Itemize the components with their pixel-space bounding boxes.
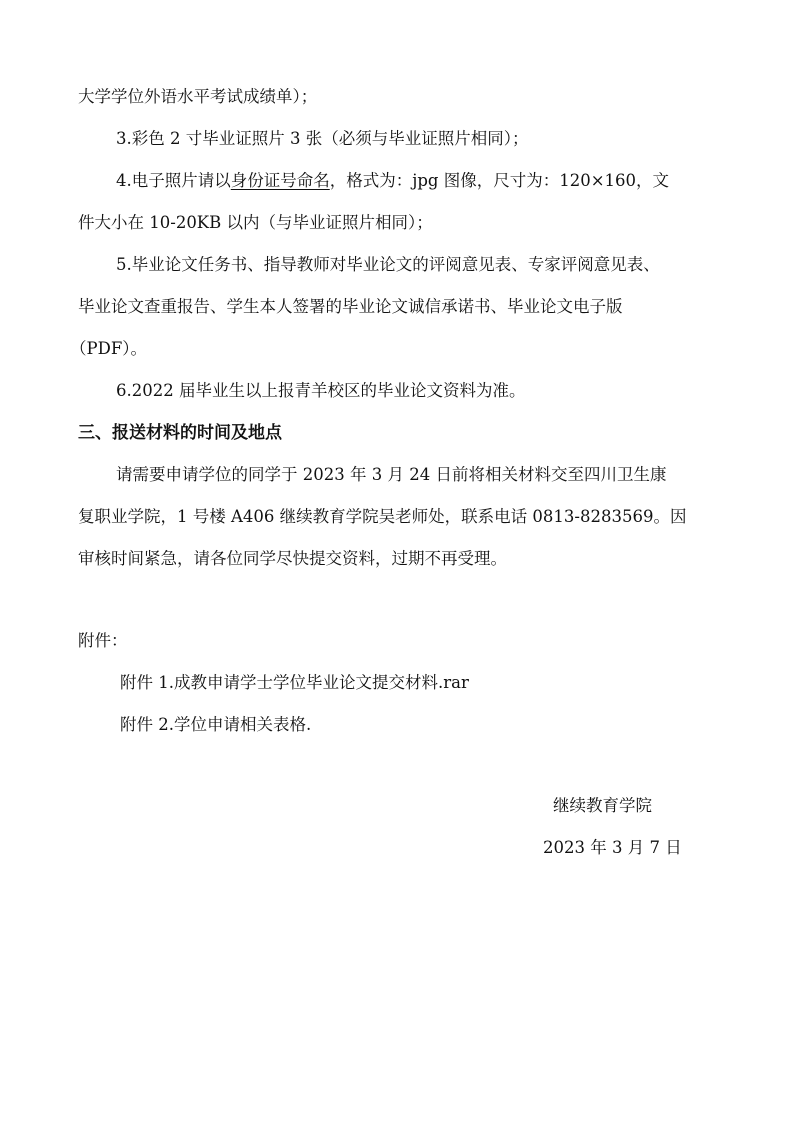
paragraph-line: 请需要申请学位的同学于 2023 年 3 月 24 日前将相关材料交至四川卫生康 bbox=[116, 465, 667, 484]
attachment-2: 附件 2.学位申请相关表格. bbox=[120, 715, 312, 734]
signature-date: 2023 年 3 月 7 日 bbox=[543, 838, 682, 857]
list-item-3: 3.彩色 2 寸毕业证照片 3 张（必须与毕业证照片相同）； bbox=[116, 129, 529, 148]
list-item-5-continuation-2: （PDF）。 bbox=[70, 339, 148, 358]
paragraph-line: 审核时间紧急，请各位同学尽快提交资料，过期不再受理。 bbox=[78, 549, 507, 568]
attachments-label: 附件： bbox=[78, 631, 128, 650]
signature-organization: 继续教育学院 bbox=[553, 796, 652, 815]
list-item-5-continuation: 毕业论文查重报告、学生本人签署的毕业论文诚信承诺书、毕业论文电子版 bbox=[78, 297, 623, 316]
list-item-4-underlined: 身份证号命名 bbox=[230, 171, 330, 190]
section-heading: 三、报送材料的时间及地点 bbox=[78, 423, 282, 443]
list-item-4-continuation: 件大小在 10-20KB 以内（与毕业证照片相同）； bbox=[78, 213, 433, 232]
list-item-4 bbox=[116, 170, 669, 192]
text-line-continuation: 大学学位外语水平考试成绩单）； bbox=[78, 87, 318, 106]
attachment-1: 附件 1.成教申请学士学位毕业论文提交材料.rar bbox=[120, 673, 469, 692]
list-item-4-post: ，格式为：jpg 图像，尺寸为：120×160，文 bbox=[329, 171, 670, 190]
list-item-4-pre: 4.电子照片请以 bbox=[116, 171, 231, 190]
list-item-6: 6.2022 届毕业生以上报青羊校区的毕业论文资料为准。 bbox=[116, 381, 526, 400]
paragraph-line: 复职业学院，1 号楼 A406 继续教育学院吴老师处，联系电话 0813-8283569。因 bbox=[78, 507, 687, 526]
list-item-5: 5.毕业论文任务书、指导教师对毕业论文的评阅意见表、专家评阅意见表、 bbox=[116, 255, 660, 274]
